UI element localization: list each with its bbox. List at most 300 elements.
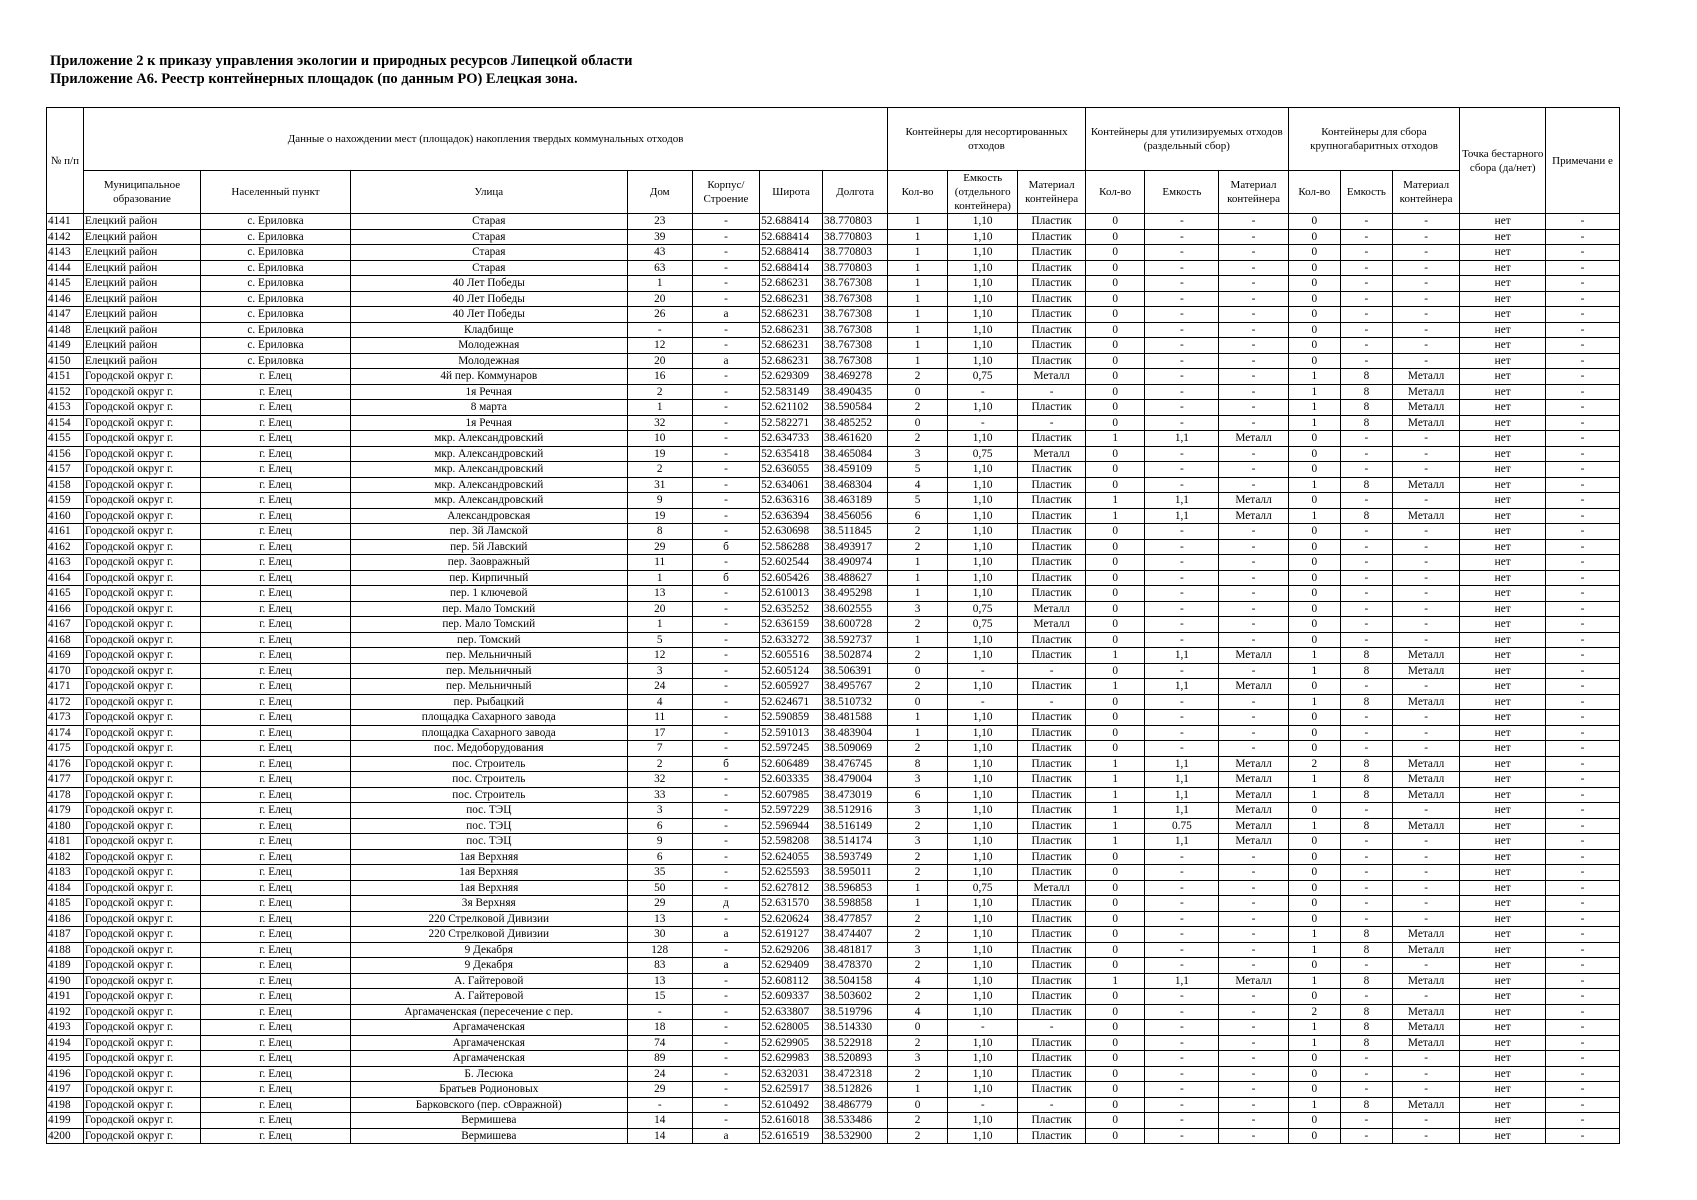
cell-bulky-material: - <box>1392 307 1459 323</box>
cell-bulky-material: - <box>1392 446 1459 462</box>
cell-lat: 52.686231 <box>760 353 823 369</box>
cell-point: нет <box>1460 415 1546 431</box>
cell-bulky-qty: 0 <box>1288 849 1340 865</box>
cell-recycle-capacity: 0.75 <box>1145 818 1219 834</box>
cell-point: нет <box>1460 493 1546 509</box>
cell-lat: 52.602544 <box>760 555 823 571</box>
document-title-line1: Приложение 2 к приказу управления экологии и природных ресурсов Липецкой области <box>50 53 633 69</box>
cell-municipality: Городской округ г. <box>83 725 200 741</box>
cell-point: нет <box>1460 756 1546 772</box>
cell-building: - <box>692 617 759 633</box>
cell-lat: 52.610013 <box>760 586 823 602</box>
cell-house: 29 <box>627 539 692 555</box>
cell-bulky-capacity: - <box>1340 276 1392 292</box>
cell-unsorted-material: Пластик <box>1018 524 1085 540</box>
cell-lon: 38.474407 <box>823 927 888 943</box>
cell-notes: - <box>1546 880 1620 896</box>
cell-num: 4172 <box>47 694 84 710</box>
cell-bulky-capacity: - <box>1340 431 1392 447</box>
cell-lon: 38.510732 <box>823 694 888 710</box>
cell-recycle-capacity: - <box>1145 400 1219 416</box>
table-row <box>47 756 1620 772</box>
cell-lat: 52.590859 <box>760 710 823 726</box>
cell-lat: 52.605426 <box>760 570 823 586</box>
cell-street: Барковского (пер. сОвражной) <box>350 1097 627 1113</box>
cell-settlement: г. Елец <box>201 1035 351 1051</box>
cell-unsorted-capacity: 1,10 <box>947 772 1018 788</box>
cell-building: а <box>692 927 759 943</box>
cell-recycle-capacity: 1,1 <box>1145 973 1219 989</box>
cell-unsorted-capacity: 0,75 <box>947 617 1018 633</box>
cell-building: - <box>692 369 759 385</box>
cell-building: а <box>692 1128 759 1144</box>
cell-lon: 38.767308 <box>823 353 888 369</box>
cell-point: нет <box>1460 1020 1546 1036</box>
cell-settlement: г. Елец <box>201 679 351 695</box>
cell-unsorted-qty: 2 <box>888 524 948 540</box>
cell-lon: 38.767308 <box>823 307 888 323</box>
cell-bulky-material: - <box>1392 601 1459 617</box>
cell-house: 9 <box>627 493 692 509</box>
cell-bulky-capacity: - <box>1340 539 1392 555</box>
cell-street: мкр. Александровский <box>350 477 627 493</box>
cell-municipality: Елецкий район <box>83 338 200 354</box>
cell-lat: 52.634061 <box>760 477 823 493</box>
cell-bulky-capacity: - <box>1340 446 1392 462</box>
cell-notes: - <box>1546 384 1620 400</box>
cell-unsorted-qty: 2 <box>888 1035 948 1051</box>
cell-recycle-qty: 1 <box>1085 431 1145 447</box>
cell-lat: 52.591013 <box>760 725 823 741</box>
cell-bulky-material: Металл <box>1392 1097 1459 1113</box>
container-sites-registry-table <box>46 107 1620 1144</box>
cell-house: 20 <box>627 291 692 307</box>
cell-unsorted-material: Пластик <box>1018 307 1085 323</box>
table-row <box>47 555 1620 571</box>
cell-notes: - <box>1546 555 1620 571</box>
cell-num: 4167 <box>47 617 84 633</box>
cell-recycle-qty: 0 <box>1085 1066 1145 1082</box>
cell-unsorted-qty: 5 <box>888 493 948 509</box>
cell-unsorted-qty: 4 <box>888 1004 948 1020</box>
table-row <box>47 493 1620 509</box>
table-row <box>47 446 1620 462</box>
cell-num: 4150 <box>47 353 84 369</box>
cell-building: - <box>692 973 759 989</box>
cell-recycle-material: - <box>1219 725 1288 741</box>
cell-unsorted-material: Пластик <box>1018 400 1085 416</box>
cell-point: нет <box>1460 477 1546 493</box>
table-row <box>47 927 1620 943</box>
cell-recycle-material: - <box>1219 663 1288 679</box>
cell-unsorted-capacity: 1,10 <box>947 400 1018 416</box>
cell-lat: 52.636055 <box>760 462 823 478</box>
cell-bulky-capacity: 8 <box>1340 694 1392 710</box>
cell-recycle-capacity: 1,1 <box>1145 756 1219 772</box>
cell-recycle-qty: 0 <box>1085 400 1145 416</box>
cell-street: пер. Мало Томский <box>350 601 627 617</box>
cell-municipality: Городской округ г. <box>83 834 200 850</box>
cell-point: нет <box>1460 880 1546 896</box>
cell-bulky-material: - <box>1392 539 1459 555</box>
cell-building: - <box>692 663 759 679</box>
cell-recycle-qty: 0 <box>1085 1082 1145 1098</box>
cell-recycle-material: - <box>1219 694 1288 710</box>
table-row <box>47 818 1620 834</box>
cell-bulky-capacity: 8 <box>1340 663 1392 679</box>
cell-recycle-qty: 0 <box>1085 446 1145 462</box>
cell-house: 13 <box>627 973 692 989</box>
cell-lon: 38.596853 <box>823 880 888 896</box>
cell-recycle-material: - <box>1219 477 1288 493</box>
cell-unsorted-qty: 1 <box>888 322 948 338</box>
cell-unsorted-capacity: 1,10 <box>947 911 1018 927</box>
header-unsorted-group: Контейнеры для несортированных отходов <box>888 108 1086 171</box>
table-row <box>47 1066 1620 1082</box>
cell-settlement: г. Елец <box>201 508 351 524</box>
table-row <box>47 276 1620 292</box>
cell-recycle-qty: 0 <box>1085 338 1145 354</box>
cell-house: 19 <box>627 508 692 524</box>
cell-num: 4152 <box>47 384 84 400</box>
cell-recycle-qty: 0 <box>1085 958 1145 974</box>
cell-street: Молодежная <box>350 338 627 354</box>
cell-recycle-capacity: - <box>1145 539 1219 555</box>
cell-unsorted-capacity: 1,10 <box>947 973 1018 989</box>
cell-bulky-qty: 1 <box>1288 1035 1340 1051</box>
cell-lon: 38.598858 <box>823 896 888 912</box>
table-row <box>47 1004 1620 1020</box>
cell-bulky-material: - <box>1392 586 1459 602</box>
cell-municipality: Елецкий район <box>83 229 200 245</box>
cell-building: - <box>692 291 759 307</box>
cell-lon: 38.502874 <box>823 648 888 664</box>
cell-bulky-qty: 0 <box>1288 1051 1340 1067</box>
cell-bulky-material: - <box>1392 1128 1459 1144</box>
cell-unsorted-qty: 3 <box>888 1051 948 1067</box>
cell-settlement: г. Елец <box>201 865 351 881</box>
cell-lon: 38.486779 <box>823 1097 888 1113</box>
cell-building: - <box>692 245 759 261</box>
cell-street: пер. Мельничный <box>350 648 627 664</box>
cell-settlement: с. Ериловка <box>201 353 351 369</box>
cell-lon: 38.506391 <box>823 663 888 679</box>
table-row <box>47 260 1620 276</box>
cell-bulky-qty: 0 <box>1288 865 1340 881</box>
cell-num: 4149 <box>47 338 84 354</box>
cell-street: пос. Строитель <box>350 787 627 803</box>
cell-lat: 52.634733 <box>760 431 823 447</box>
cell-municipality: Городской округ г. <box>83 1128 200 1144</box>
table-row <box>47 431 1620 447</box>
cell-unsorted-material: Пластик <box>1018 1004 1085 1020</box>
cell-house: 15 <box>627 989 692 1005</box>
cell-bulky-capacity: 8 <box>1340 1004 1392 1020</box>
cell-settlement: с. Ериловка <box>201 260 351 276</box>
cell-recycle-material: - <box>1219 555 1288 571</box>
cell-unsorted-material: Пластик <box>1018 958 1085 974</box>
cell-notes: - <box>1546 741 1620 757</box>
cell-unsorted-capacity: 1,10 <box>947 942 1018 958</box>
cell-settlement: г. Елец <box>201 958 351 974</box>
table-row <box>47 663 1620 679</box>
cell-num: 4177 <box>47 772 84 788</box>
cell-recycle-qty: 1 <box>1085 803 1145 819</box>
cell-num: 4180 <box>47 818 84 834</box>
cell-recycle-capacity: - <box>1145 741 1219 757</box>
document-title-line2: Приложение А6. Реестр контейнерных площадок (по данным РО) Елецкая зона. <box>50 71 578 87</box>
cell-bulky-capacity: - <box>1340 1113 1392 1129</box>
cell-unsorted-qty: 3 <box>888 834 948 850</box>
cell-building: б <box>692 570 759 586</box>
cell-bulky-qty: 0 <box>1288 1128 1340 1144</box>
cell-bulky-material: Металл <box>1392 508 1459 524</box>
cell-bulky-capacity: - <box>1340 865 1392 881</box>
cell-building: - <box>692 989 759 1005</box>
cell-recycle-qty: 0 <box>1085 229 1145 245</box>
cell-recycle-material: - <box>1219 632 1288 648</box>
cell-num: 4196 <box>47 1066 84 1082</box>
cell-notes: - <box>1546 508 1620 524</box>
cell-lat: 52.688414 <box>760 214 823 230</box>
cell-municipality: Городской округ г. <box>83 803 200 819</box>
cell-unsorted-material: Пластик <box>1018 493 1085 509</box>
cell-point: нет <box>1460 803 1546 819</box>
cell-lat: 52.686231 <box>760 338 823 354</box>
cell-notes: - <box>1546 1113 1620 1129</box>
cell-unsorted-material: Пластик <box>1018 725 1085 741</box>
cell-unsorted-qty: 1 <box>888 586 948 602</box>
cell-settlement: с. Ериловка <box>201 229 351 245</box>
cell-bulky-qty: 2 <box>1288 1004 1340 1020</box>
cell-recycle-qty: 0 <box>1085 1004 1145 1020</box>
cell-unsorted-material: Пластик <box>1018 679 1085 695</box>
cell-bulky-qty: 1 <box>1288 384 1340 400</box>
cell-street: 1я Речная <box>350 384 627 400</box>
cell-unsorted-capacity: 1,10 <box>947 834 1018 850</box>
cell-unsorted-material: Пластик <box>1018 555 1085 571</box>
cell-municipality: Городской округ г. <box>83 617 200 633</box>
cell-recycle-qty: 0 <box>1085 911 1145 927</box>
cell-house: 83 <box>627 958 692 974</box>
registry-body <box>47 214 1620 1144</box>
cell-notes: - <box>1546 524 1620 540</box>
cell-unsorted-capacity: 1,10 <box>947 229 1018 245</box>
cell-unsorted-qty: 5 <box>888 462 948 478</box>
cell-unsorted-capacity: 1,10 <box>947 958 1018 974</box>
cell-bulky-capacity: - <box>1340 291 1392 307</box>
cell-settlement: г. Елец <box>201 555 351 571</box>
header-building: Корпус/ Строение <box>692 171 759 214</box>
cell-bulky-capacity: - <box>1340 1051 1392 1067</box>
cell-unsorted-material: Пластик <box>1018 291 1085 307</box>
cell-settlement: г. Елец <box>201 818 351 834</box>
cell-point: нет <box>1460 539 1546 555</box>
cell-lon: 38.478370 <box>823 958 888 974</box>
table-row <box>47 477 1620 493</box>
cell-street: пер. Томский <box>350 632 627 648</box>
cell-bulky-material: Металл <box>1392 772 1459 788</box>
cell-recycle-qty: 0 <box>1085 291 1145 307</box>
cell-recycle-qty: 0 <box>1085 586 1145 602</box>
cell-building: - <box>692 818 759 834</box>
cell-bulky-material: Металл <box>1392 973 1459 989</box>
cell-lat: 52.688414 <box>760 245 823 261</box>
cell-bulky-capacity: 8 <box>1340 756 1392 772</box>
cell-lat: 52.596944 <box>760 818 823 834</box>
cell-building: - <box>692 400 759 416</box>
cell-notes: - <box>1546 632 1620 648</box>
cell-unsorted-capacity: 1,10 <box>947 725 1018 741</box>
cell-street: пос. ТЭЦ <box>350 818 627 834</box>
cell-unsorted-capacity: - <box>947 384 1018 400</box>
cell-municipality: Городской округ г. <box>83 462 200 478</box>
cell-street: площадка Сахарного завода <box>350 725 627 741</box>
cell-building: - <box>692 276 759 292</box>
cell-bulky-qty: 1 <box>1288 400 1340 416</box>
cell-recycle-qty: 0 <box>1085 896 1145 912</box>
cell-unsorted-qty: 1 <box>888 353 948 369</box>
cell-building: - <box>692 911 759 927</box>
cell-num: 4189 <box>47 958 84 974</box>
cell-house: 2 <box>627 462 692 478</box>
cell-bulky-qty: 0 <box>1288 1082 1340 1098</box>
cell-unsorted-capacity: 1,10 <box>947 508 1018 524</box>
cell-bulky-material: - <box>1392 524 1459 540</box>
cell-point: нет <box>1460 927 1546 943</box>
cell-municipality: Городской округ г. <box>83 1066 200 1082</box>
cell-bulky-material: Металл <box>1392 1004 1459 1020</box>
cell-recycle-material: - <box>1219 741 1288 757</box>
cell-settlement: с. Ериловка <box>201 276 351 292</box>
cell-settlement: г. Елец <box>201 663 351 679</box>
cell-municipality: Елецкий район <box>83 214 200 230</box>
cell-lon: 38.767308 <box>823 276 888 292</box>
cell-unsorted-material: Пластик <box>1018 741 1085 757</box>
cell-municipality: Городской округ г. <box>83 741 200 757</box>
cell-municipality: Елецкий район <box>83 245 200 261</box>
cell-unsorted-material: Пластик <box>1018 1082 1085 1098</box>
cell-recycle-capacity: - <box>1145 1020 1219 1036</box>
cell-bulky-capacity: 8 <box>1340 787 1392 803</box>
cell-recycle-qty: 0 <box>1085 601 1145 617</box>
cell-recycle-capacity: - <box>1145 477 1219 493</box>
cell-unsorted-capacity: 1,10 <box>947 1051 1018 1067</box>
cell-bulky-qty: 0 <box>1288 679 1340 695</box>
cell-notes: - <box>1546 1128 1620 1144</box>
cell-unsorted-qty: 3 <box>888 446 948 462</box>
cell-settlement: г. Елец <box>201 1051 351 1067</box>
cell-house: 29 <box>627 896 692 912</box>
cell-municipality: Елецкий район <box>83 260 200 276</box>
cell-recycle-qty: 1 <box>1085 679 1145 695</box>
cell-lon: 38.770803 <box>823 245 888 261</box>
cell-num: 4156 <box>47 446 84 462</box>
cell-notes: - <box>1546 849 1620 865</box>
cell-recycle-material: - <box>1219 539 1288 555</box>
cell-bulky-qty: 0 <box>1288 989 1340 1005</box>
cell-house: - <box>627 322 692 338</box>
cell-house: 6 <box>627 818 692 834</box>
cell-lon: 38.481817 <box>823 942 888 958</box>
cell-municipality: Городской округ г. <box>83 508 200 524</box>
cell-street: Молодежная <box>350 353 627 369</box>
cell-house: 16 <box>627 369 692 385</box>
cell-num: 4193 <box>47 1020 84 1036</box>
cell-notes: - <box>1546 834 1620 850</box>
cell-building: - <box>692 741 759 757</box>
table-row <box>47 1097 1620 1113</box>
cell-recycle-qty: 0 <box>1085 570 1145 586</box>
cell-num: 4145 <box>47 276 84 292</box>
table-row <box>47 632 1620 648</box>
cell-num: 4170 <box>47 663 84 679</box>
cell-municipality: Городской округ г. <box>83 539 200 555</box>
cell-recycle-qty: 1 <box>1085 787 1145 803</box>
cell-unsorted-material: Пластик <box>1018 1051 1085 1067</box>
cell-house: 1 <box>627 276 692 292</box>
cell-street: 3я Верхняя <box>350 896 627 912</box>
cell-municipality: Городской округ г. <box>83 431 200 447</box>
cell-building: - <box>692 601 759 617</box>
header-bulky-group: Контейнеры для сбора крупногабаритных отходов <box>1288 108 1460 171</box>
cell-unsorted-qty: 4 <box>888 973 948 989</box>
cell-point: нет <box>1460 1113 1546 1129</box>
cell-bulky-material: - <box>1392 803 1459 819</box>
cell-unsorted-capacity: 1,10 <box>947 1035 1018 1051</box>
cell-point: нет <box>1460 849 1546 865</box>
cell-settlement: г. Елец <box>201 539 351 555</box>
table-row <box>47 896 1620 912</box>
cell-unsorted-capacity: 1,10 <box>947 524 1018 540</box>
cell-unsorted-capacity: 1,10 <box>947 431 1018 447</box>
cell-recycle-material: - <box>1219 229 1288 245</box>
cell-recycle-material: - <box>1219 880 1288 896</box>
cell-bulky-capacity: - <box>1340 493 1392 509</box>
table-row <box>47 601 1620 617</box>
cell-notes: - <box>1546 1051 1620 1067</box>
cell-notes: - <box>1546 260 1620 276</box>
cell-lon: 38.468304 <box>823 477 888 493</box>
cell-building: - <box>692 1051 759 1067</box>
cell-recycle-qty: 0 <box>1085 245 1145 261</box>
cell-recycle-capacity: - <box>1145 555 1219 571</box>
cell-street: площадка Сахарного завода <box>350 710 627 726</box>
cell-house: 13 <box>627 586 692 602</box>
cell-recycle-qty: 0 <box>1085 1035 1145 1051</box>
cell-bulky-capacity: - <box>1340 462 1392 478</box>
cell-street: Братьев Родионовых <box>350 1082 627 1098</box>
cell-municipality: Городской округ г. <box>83 679 200 695</box>
cell-bulky-material: - <box>1392 276 1459 292</box>
table-row <box>47 617 1620 633</box>
cell-lon: 38.509069 <box>823 741 888 757</box>
cell-bulky-material: - <box>1392 1051 1459 1067</box>
cell-municipality: Городской округ г. <box>83 663 200 679</box>
cell-notes: - <box>1546 1097 1620 1113</box>
cell-bulky-material: Металл <box>1392 1020 1459 1036</box>
cell-unsorted-capacity: 1,10 <box>947 818 1018 834</box>
cell-house: 31 <box>627 477 692 493</box>
cell-street: пер. Мельничный <box>350 663 627 679</box>
cell-bulky-material: - <box>1392 617 1459 633</box>
cell-lon: 38.469278 <box>823 369 888 385</box>
header-unsorted-material: Материал контейнера <box>1018 171 1085 214</box>
cell-recycle-material: Металл <box>1219 493 1288 509</box>
cell-lon: 38.456056 <box>823 508 888 524</box>
cell-recycle-capacity: - <box>1145 369 1219 385</box>
cell-unsorted-capacity: 1,10 <box>947 555 1018 571</box>
